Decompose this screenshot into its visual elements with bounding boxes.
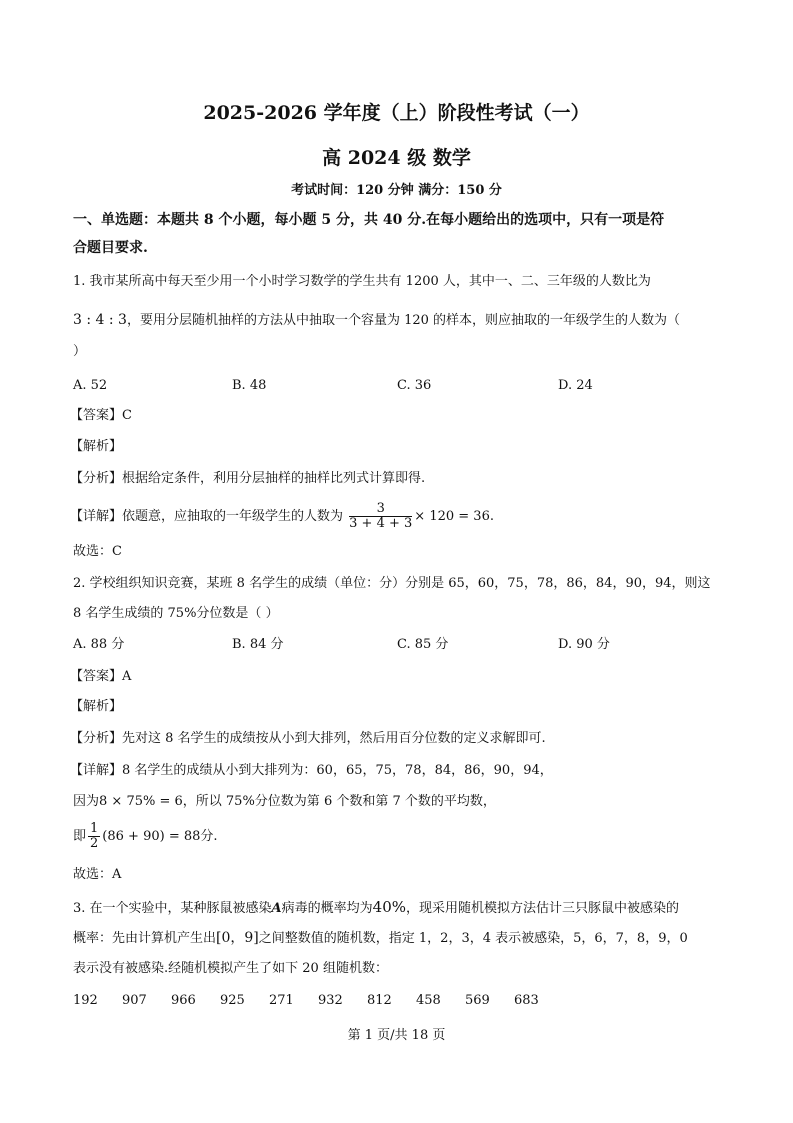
section-heading-line2: 合题目要求. bbox=[73, 240, 148, 256]
q1-fraction bbox=[349, 502, 412, 531]
q1-detail bbox=[70, 497, 494, 537]
q1-stem-line3: ） bbox=[73, 344, 87, 359]
q2-option-c: C. 85 分 bbox=[397, 637, 449, 652]
q1-analysis-label: 【解析】 bbox=[70, 439, 123, 454]
q1-ratio: 3 : 4 : 3 bbox=[73, 312, 127, 328]
q3-number: 966 bbox=[171, 993, 196, 1008]
q3-stem1-a: 3. 在一个实验中，某种豚鼠被感染 bbox=[73, 901, 272, 916]
exam-subtitle: 高 2024 级 数学 bbox=[322, 147, 471, 169]
q1-stem-line2-text: ，要用分层随机抽样的方法从中抽取一个容量为 120 的样本，则应抽取的一年级学生的人数为（ bbox=[126, 313, 681, 328]
q3-stem2-b: 之间整数值的随机数，指定 1，2，3，4 表示被感染，5，6，7，8，9，0 bbox=[258, 931, 688, 946]
q3-number: 192 bbox=[73, 993, 98, 1008]
q2-choose: 故选：A bbox=[73, 867, 122, 882]
q3-percent: 40% bbox=[372, 898, 406, 916]
q1-option-b: B. 48 bbox=[232, 378, 267, 393]
q3-stem-line1 bbox=[73, 898, 679, 918]
q1-stem-line1: 1. 我市某所高中每天至少用一个小时学习数学的学生共有 1200 人，其中一、二、三年级的人数比为 bbox=[73, 274, 651, 289]
q2-fraction-denominator: 2 bbox=[90, 836, 99, 851]
q2-analysis-label: 【解析】 bbox=[70, 699, 123, 714]
q1-fraction-numerator: 3 bbox=[349, 502, 412, 517]
q3-stem1-c: ，现采用随机模拟方法估计三只豚鼠中被感染的 bbox=[406, 901, 680, 916]
q1-answer: 【答案】C bbox=[70, 408, 132, 423]
q3-stem2-a: 概率：先由计算机产生出 bbox=[73, 931, 217, 946]
q2-detail2-prefix: 因为 bbox=[73, 794, 100, 809]
q2-detail-line1: 【详解】8 名学生的成绩从小到大排列为：60，65，75，78，84，86，90，94， bbox=[70, 763, 553, 778]
page-footer: 第 1 页/共 18 页 bbox=[347, 1028, 446, 1043]
q3-number: 271 bbox=[269, 993, 294, 1008]
q2-detail-line3 bbox=[73, 817, 218, 857]
q1-fenxi: 【分析】根据给定条件，利用分层抽样的抽样比列式计算即得. bbox=[70, 471, 426, 486]
q3-variable-a: A bbox=[271, 901, 282, 916]
q3-stem1-b: 病毒的概率均为 bbox=[281, 901, 373, 916]
q3-random-numbers bbox=[73, 992, 563, 1010]
q1-option-a: A. 52 bbox=[73, 378, 108, 393]
q3-number: 458 bbox=[416, 993, 441, 1008]
exam-title: 2025-2026 学年度（上）阶段性考试（一） bbox=[203, 102, 590, 124]
q1-detail-prefix: 【详解】依题意，应抽取的一年级学生的人数为 bbox=[70, 509, 344, 524]
q1-choose: 故选：C bbox=[73, 544, 122, 559]
q2-answer: 【答案】A bbox=[70, 669, 132, 684]
q2-detail2-suffix: ，所以 75%分位数为第 6 个数和第 7 个数的平均数， bbox=[182, 794, 496, 809]
q3-range: [0，9] bbox=[216, 930, 259, 946]
q2-detail2-math: 8 × 75% = 6 bbox=[99, 794, 183, 809]
q2-option-d: D. 90 分 bbox=[558, 637, 610, 652]
exam-info: 考试时间：120 分钟 满分：150 分 bbox=[291, 183, 502, 198]
q2-fenxi: 【分析】先对这 8 名学生的成绩按从小到大排列，然后用百分位数的定义求解即可. bbox=[70, 731, 546, 746]
q1-option-d: D. 24 bbox=[558, 378, 593, 393]
q3-number: 932 bbox=[318, 993, 343, 1008]
q1-fraction-denominator: 3 + 4 + 3 bbox=[349, 516, 413, 531]
q2-detail-line2 bbox=[73, 793, 496, 811]
q2-option-b: B. 84 分 bbox=[232, 637, 284, 652]
q3-number: 925 bbox=[220, 993, 245, 1008]
q3-number: 569 bbox=[465, 993, 490, 1008]
q2-fraction-numerator: 1 bbox=[90, 821, 99, 836]
q3-stem-line3: 表示没有被感染.经随机模拟产生了如下 20 组随机数： bbox=[73, 961, 388, 976]
q2-stem-line1: 2. 学校组织知识竞赛，某班 8 名学生的成绩（单位：分）分别是 65，60，75，78，86，84，90，94，则这 bbox=[73, 576, 711, 591]
q2-option-a: A. 88 分 bbox=[73, 637, 125, 652]
q2-fraction bbox=[88, 822, 100, 851]
q3-stem-line2 bbox=[73, 929, 688, 948]
q1-stem-line2 bbox=[73, 311, 680, 330]
q2-stem-line2: 8 名学生成绩的 75%分位数是（ ） bbox=[73, 606, 279, 621]
section-heading-line1: 一、单选题：本题共 8 个小题，每小题 5 分，共 40 分.在每小题给出的选项中，只有一项是符 bbox=[73, 212, 665, 228]
q1-option-c: C. 36 bbox=[397, 378, 432, 393]
q3-number: 683 bbox=[514, 993, 539, 1008]
q3-number: 907 bbox=[122, 993, 147, 1008]
q2-detail3-math: (86 + 90) = 88 bbox=[102, 829, 201, 844]
q2-detail3-suffix: 分. bbox=[200, 829, 218, 844]
q1-detail-suffix: × 120 = 36. bbox=[414, 509, 494, 524]
q2-detail3-prefix: 即 bbox=[73, 829, 87, 844]
q3-number: 812 bbox=[367, 993, 392, 1008]
